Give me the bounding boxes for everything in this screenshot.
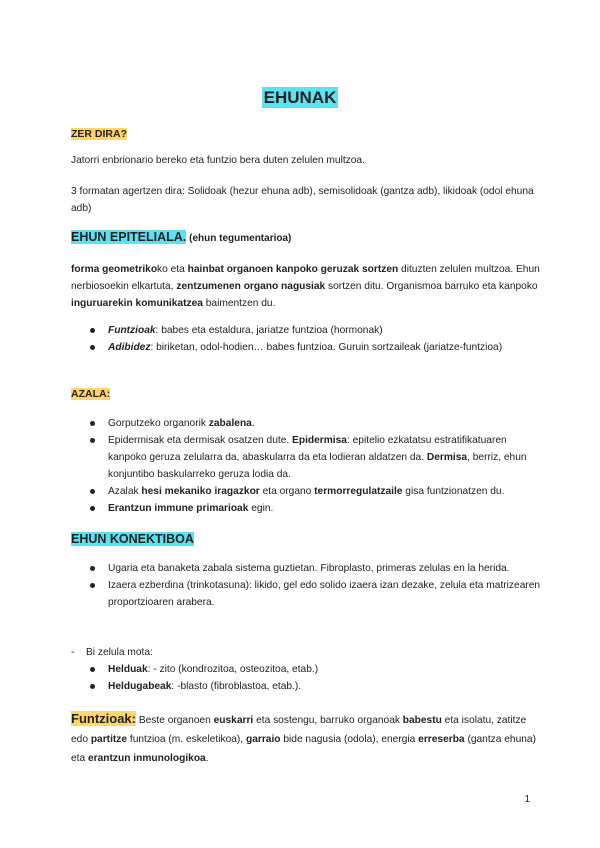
funtzioak-part: . xyxy=(205,753,209,764)
epiteliala-text-2: dituzten zelulen multzoa. Ehun nerbiosoekin elkartuta, xyxy=(71,264,540,292)
adibidez-text: : biriketan, odol-hodien… babes funtzioa. Guruin sortzaileak (jariatze-funtzioa) xyxy=(150,342,503,353)
funtzioak-part: (gantza ehuna) eta xyxy=(71,734,536,764)
title-wrap xyxy=(0,88,600,108)
funtzioak-label: Funtzioak: xyxy=(71,711,136,726)
azala-b1-end: . xyxy=(251,418,255,429)
list-item xyxy=(71,500,541,517)
list-item xyxy=(71,661,541,678)
epiteliala-subtitle: (ehun tegumentarioa) xyxy=(189,233,292,244)
azala-b2-bold-1: Epidermisa xyxy=(292,435,347,446)
azala-b3-bold-1: hesi mekaniko iragazkor xyxy=(141,486,260,497)
epiteliala-text-bold-2: hainbat organoen kanpoko geruzak sortzen xyxy=(187,264,399,275)
list-item: Ugaria eta banaketa zabala sistema guztietan. Fibroplasto, primeras zelulas en la herida. xyxy=(71,560,541,577)
funtzioak-part: eta sostengu, barruko organoak xyxy=(253,715,403,726)
azala-b1-bold: zabalena xyxy=(208,418,252,429)
azala-b4-bold: Erantzun immune primarioak xyxy=(108,503,249,514)
helduak-text: : - zito (kondrozitoa, osteozitoa, etab.) xyxy=(147,664,319,675)
azala-b2-text: Epidermisak eta dermisak osatzen dute. xyxy=(108,435,293,446)
funtzioak-paragraph xyxy=(71,709,541,768)
list-item: Izaera ezberdina (trinkotasuna): likido, gel edo solido izaera izan dezake, zelula eta matrizearen proportzioaren arabera. xyxy=(71,577,541,611)
epiteliala-heading-row xyxy=(71,229,541,247)
epiteliala-text-1: ko eta xyxy=(157,264,188,275)
azala-b3-text-2: eta organo xyxy=(259,486,315,497)
funtzioak-part: funtzioa (m. eskeletikoa), xyxy=(127,734,246,745)
funtzioak-bold: partitze xyxy=(90,734,128,745)
azala-b3-text-3: gisa funtzionatzen du. xyxy=(402,486,505,497)
epiteliala-text-bold-1: forma geometriko xyxy=(71,264,158,275)
helduak-term: Helduak xyxy=(108,664,148,675)
list-item xyxy=(71,415,541,432)
funtzioak-bold: erantzun inmunologikoa xyxy=(88,753,206,764)
bi-zelula-section xyxy=(71,644,541,695)
funtzioak-text: : babes eta estaldura, jariatze funtzioa (hormonak) xyxy=(155,325,383,336)
zer-dira-paragraph-1: Jatorri enbrionario bereko eta funtzio bera duten zelulen multzoa. xyxy=(71,155,365,166)
bi-zelula-label: - Bi zelula mota: xyxy=(71,644,541,661)
azala-b3-text: Azalak xyxy=(108,486,142,497)
page-number: 1 xyxy=(524,794,530,805)
heldugabeak-term: Heldugabeak xyxy=(108,681,172,692)
epiteliala-text-bold-4: inguruarekin komunikatzea xyxy=(71,298,203,309)
funtzioak-part: bide nagusia (odola), energia xyxy=(280,734,419,745)
epiteliala-list xyxy=(71,322,541,356)
funtzioak-bold: euskarri xyxy=(213,715,254,726)
azala-b2-bold-2: Dermisa xyxy=(426,452,468,463)
funtzioak-term: Funtzioak xyxy=(108,325,156,336)
list-item xyxy=(71,483,541,500)
list-item xyxy=(71,322,541,339)
azala-b4-text: egin. xyxy=(248,503,274,514)
list-item xyxy=(71,432,541,483)
funtzioak-bold: babestu xyxy=(402,715,442,726)
azala-b1-text: Gorputzeko organorik xyxy=(108,418,209,429)
azala-b2-text-3: , berriz, ehun konjuntibo baskularreko geruza lodia da. xyxy=(108,452,527,480)
konektiboa-heading-row xyxy=(71,531,541,549)
heldugabeak-text: : -blasto (fibroblastoa, etab.). xyxy=(171,681,302,692)
zer-dira-heading: ZER DIRA? xyxy=(71,128,127,140)
adibidez-term: Adibidez xyxy=(108,342,151,353)
konektiboa-list xyxy=(71,560,541,611)
funtzioak-part: eta isolatu, zatitze edo xyxy=(71,715,527,745)
epiteliala-text-3: sortzen ditu. Organismoa barruko eta kanpoko xyxy=(325,281,538,292)
konektiboa-heading: EHUN KONEKTIBOA xyxy=(71,532,194,546)
azala-heading-row xyxy=(71,386,541,403)
azala-heading: AZALA: xyxy=(71,388,111,400)
epiteliala-heading: EHUN EPITELIALA. xyxy=(71,230,187,244)
funtzioak-part: Beste organoen xyxy=(136,715,214,726)
zer-dira-section xyxy=(71,126,541,143)
funtzioak-bold: erreserba xyxy=(418,734,465,745)
list-item xyxy=(71,339,541,356)
azala-list xyxy=(71,415,541,517)
zer-dira-paragraph-2: 3 formatan agertzen dira: Solidoak (hezur ehuna adb), semisolidoak (gantza adb), likidoak (odol ehuna adb) xyxy=(71,186,534,214)
funtzioak-bold: garraio xyxy=(245,734,281,745)
azala-b3-bold-2: termorregulatzaile xyxy=(314,486,403,497)
epiteliala-text-4: baimentzen du. xyxy=(202,298,276,309)
list-item xyxy=(71,678,541,695)
azala-b2-text-2: : epitelio ezkatatsu estratifikatuaren kanpoko geruza zelularra da, abaskularra da eta lodieran aldatzen da. xyxy=(108,435,507,463)
epiteliala-paragraph xyxy=(71,261,541,312)
page-title: EHUNAK xyxy=(263,88,337,107)
epiteliala-text-bold-3: zentzumenen organo nagusiak xyxy=(176,281,326,292)
